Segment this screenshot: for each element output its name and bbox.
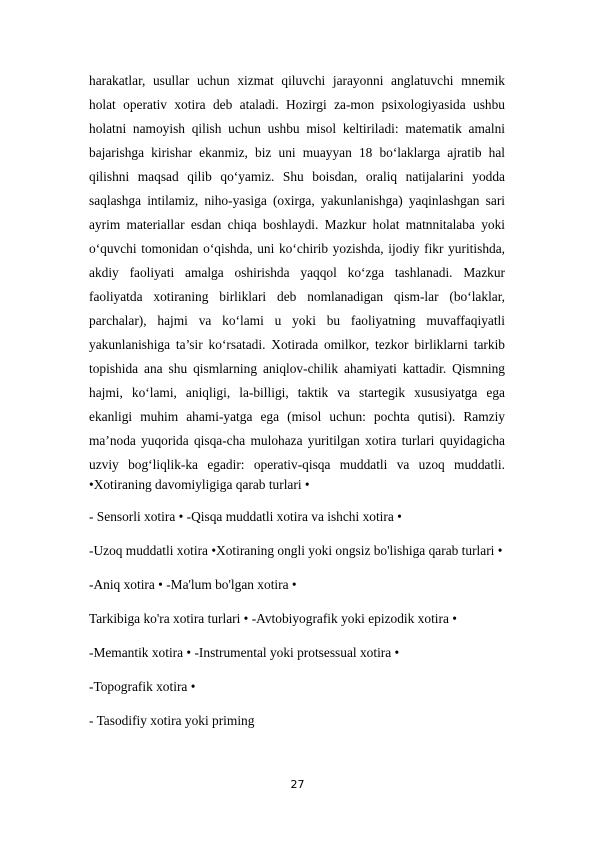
paragraph-line: holat operativ xotira deb ataladi. Hozirgi za-mon psixologiyasida ushbu [89,97,505,112]
paragraph-line: yakunlanishiga ta’sir ko‘rsatadi. Xotirada omilkor, tezkor birliklarni tarkib [89,337,505,352]
list-line: Tarkibiga ko'ra xotira turlari • -Avtobiyografik yoki epizodik xotira • [89,611,457,626]
list-line: •Xotiraning davomiyligiga qarab turlari • [89,477,310,492]
list-line: - Tasodifiy xotira yoki priming [89,713,255,728]
paragraph-line: qilishni maqsad qilib qo‘yamiz. Shu boisdan, oraliq natijalarini yodda [89,169,505,184]
list-line: -Aniq xotira • -Ma'lum bo'lgan xotira • [89,577,297,592]
paragraph-line: hajmi, ko‘lami, aniqligi, la-billigi, taktik va startegik xususiyatga ega [89,385,505,400]
paragraph-line: ekanligi muhim ahami-yatga ega (misol uchun: pochta qutisi). Ramziy [89,409,505,424]
paragraph-line: parchalar), hajmi va ko‘lami u yoki bu faoliyatning muvaffaqiyatli [89,313,505,328]
list-line: -Memantik xotira • -Instrumental yoki protsessual xotira • [89,645,400,660]
paragraph-line: ayrim materiallar esdan chiqa boshlaydi. Mazkur holat matnnitalaba yoki [89,217,505,232]
list-line: - Sensorli xotira • -Qisqa muddatli xotira va ishchi xotira • [89,509,402,524]
paragraph-line: bajarishga kirishar ekanmiz, biz uni muayyan 18 bo‘laklarga ajratib hal [89,145,505,160]
paragraph-line: harakatlar, usullar uchun xizmat qiluvchi jarayonni anglatuvchi mnemik [89,73,505,88]
paragraph-line: o‘quvchi tomonidan o‘qishda, uni ko‘chirib yozishda, ijodiy fikr yuritishda, [89,241,505,256]
paragraph-line: topishida ana shu qismlarning aniqlov-chilik ahamiyati kattadir. Qismning [89,361,505,376]
paragraph-line: ma’noda yuqorida qisqa-cha mulohaza yuritilgan xotira turlari quyidagicha [89,433,505,448]
paragraph-line: faoliyatda xotiraning birliklari deb nomlanadigan qism-lar (bo‘laklar, [89,289,505,304]
page-number: 27 [290,778,305,791]
list-line: -Topografik xotira • [89,679,196,694]
paragraph-line: holatni namoyish qilish uchun ushbu misol keltiriladi: matematik amalni [89,121,505,136]
paragraph-line: uzviy bog‘liqlik-ka egadir: operativ-qisqa muddatli va uzoq muddatli. [89,457,505,472]
list-line: -Uzoq muddatli xotira •Xotiraning ongli yoki ongsiz bo'lishiga qarab turlari • [89,543,503,558]
paragraph-line: akdiy faoliyati amalga oshirishda yaqqol ko‘zga tashlanadi. Mazkur [89,265,505,280]
paragraph-line: saqlashga intilamiz, niho-yasiga (oxirga, yakunlanishga) yaqinlashgan sari [89,193,505,208]
